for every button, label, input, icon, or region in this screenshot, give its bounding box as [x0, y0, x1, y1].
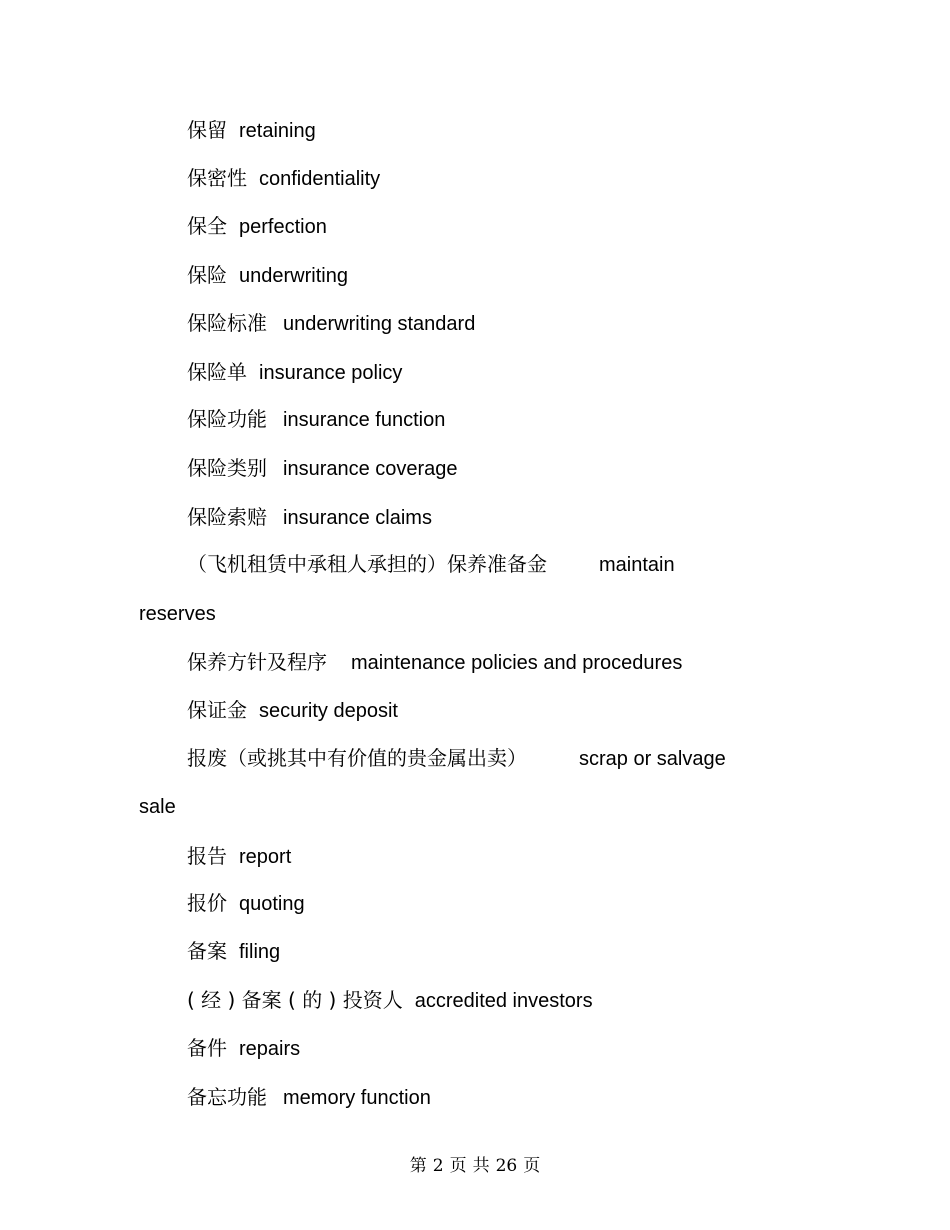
entry-chinese-term: 备件	[187, 1036, 227, 1060]
entry-english-term: filing	[239, 941, 281, 963]
glossary-entry	[187, 698, 398, 723]
entry-english-term: maintain	[599, 554, 675, 576]
entry-english-term: underwriting	[239, 265, 348, 287]
glossary-entry	[187, 214, 327, 239]
entry-english-term: confidentiality	[259, 168, 381, 190]
entry-english-term: insurance function	[283, 409, 446, 431]
glossary-entry	[187, 166, 380, 191]
glossary-entry	[187, 263, 348, 288]
entry-english-term: maintenance policies and procedures	[351, 652, 683, 674]
entry-chinese-term: 备忘功能	[187, 1085, 267, 1109]
entry-english-term: underwriting standard	[283, 313, 476, 335]
glossary-entry	[187, 746, 726, 771]
entry-english-term: repairs	[239, 1038, 301, 1060]
entry-english-continuation: sale	[139, 796, 176, 818]
entry-english-continuation: reserves	[139, 603, 216, 625]
entry-chinese-term: 保险单	[187, 360, 247, 384]
entry-chinese-term: 保密性	[187, 166, 247, 190]
glossary-entry	[187, 650, 682, 675]
entry-chinese-term: 保全	[187, 214, 227, 238]
entry-chinese-term: 保险	[187, 263, 227, 287]
entry-chinese-term: 报废（或挑其中有价值的贵金属出卖）	[187, 746, 527, 770]
entry-chinese-term: 保养方针及程序	[187, 650, 327, 674]
glossary-entry	[187, 407, 445, 432]
glossary-entry	[187, 118, 316, 143]
page-footer	[0, 1155, 950, 1177]
page-number: 2	[432, 1156, 444, 1176]
glossary-entry	[187, 939, 280, 964]
glossary-entry	[187, 1036, 300, 1061]
entry-chinese-term: （飞机租赁中承租人承担的）保养准备金	[187, 552, 547, 576]
entry-chinese-term: 保险类别	[187, 456, 267, 480]
entry-english-term: retaining	[239, 120, 316, 142]
glossary-entry	[187, 311, 475, 336]
footer-prefix: 第	[409, 1156, 427, 1176]
glossary-entry	[187, 988, 593, 1013]
footer-total-prefix: 共	[472, 1156, 490, 1176]
entry-chinese-term: 保留	[187, 118, 227, 142]
entry-english-term: accredited investors	[414, 990, 593, 1012]
footer-total-label: 页	[523, 1156, 541, 1176]
glossary-entry	[187, 505, 432, 530]
footer-page-label: 页	[449, 1156, 467, 1176]
glossary-entry	[187, 456, 458, 481]
entry-english-term: insurance claims	[283, 507, 432, 529]
glossary-entry	[187, 891, 305, 916]
entry-english-term: security deposit	[259, 700, 398, 722]
entry-english-term: scrap or salvage	[579, 748, 726, 770]
entry-english-term: insurance coverage	[283, 458, 458, 480]
entry-chinese-term: 保证金	[187, 698, 247, 722]
entry-chinese-term: 备案	[187, 939, 227, 963]
entry-english-term: quoting	[239, 893, 305, 915]
entry-chinese-term: 报告	[187, 844, 227, 868]
entry-chinese-term: 保险标准	[187, 311, 267, 335]
entry-english-term: memory function	[283, 1087, 431, 1109]
entry-chinese-term: 报价	[187, 891, 227, 915]
entry-chinese-term: ( 经 ) 备案 ( 的 ) 投资人	[187, 988, 403, 1012]
glossary-entry	[187, 552, 675, 577]
entry-chinese-term: 保险索赔	[187, 505, 267, 529]
glossary-entry	[187, 360, 402, 385]
glossary-entry	[187, 1085, 431, 1110]
entry-chinese-term: 保险功能	[187, 407, 267, 431]
entry-english-term: perfection	[239, 216, 327, 238]
entry-english-term: insurance policy	[259, 362, 403, 384]
total-pages: 26	[495, 1156, 518, 1176]
entry-english-term: report	[239, 846, 292, 868]
glossary-entry	[187, 844, 291, 869]
